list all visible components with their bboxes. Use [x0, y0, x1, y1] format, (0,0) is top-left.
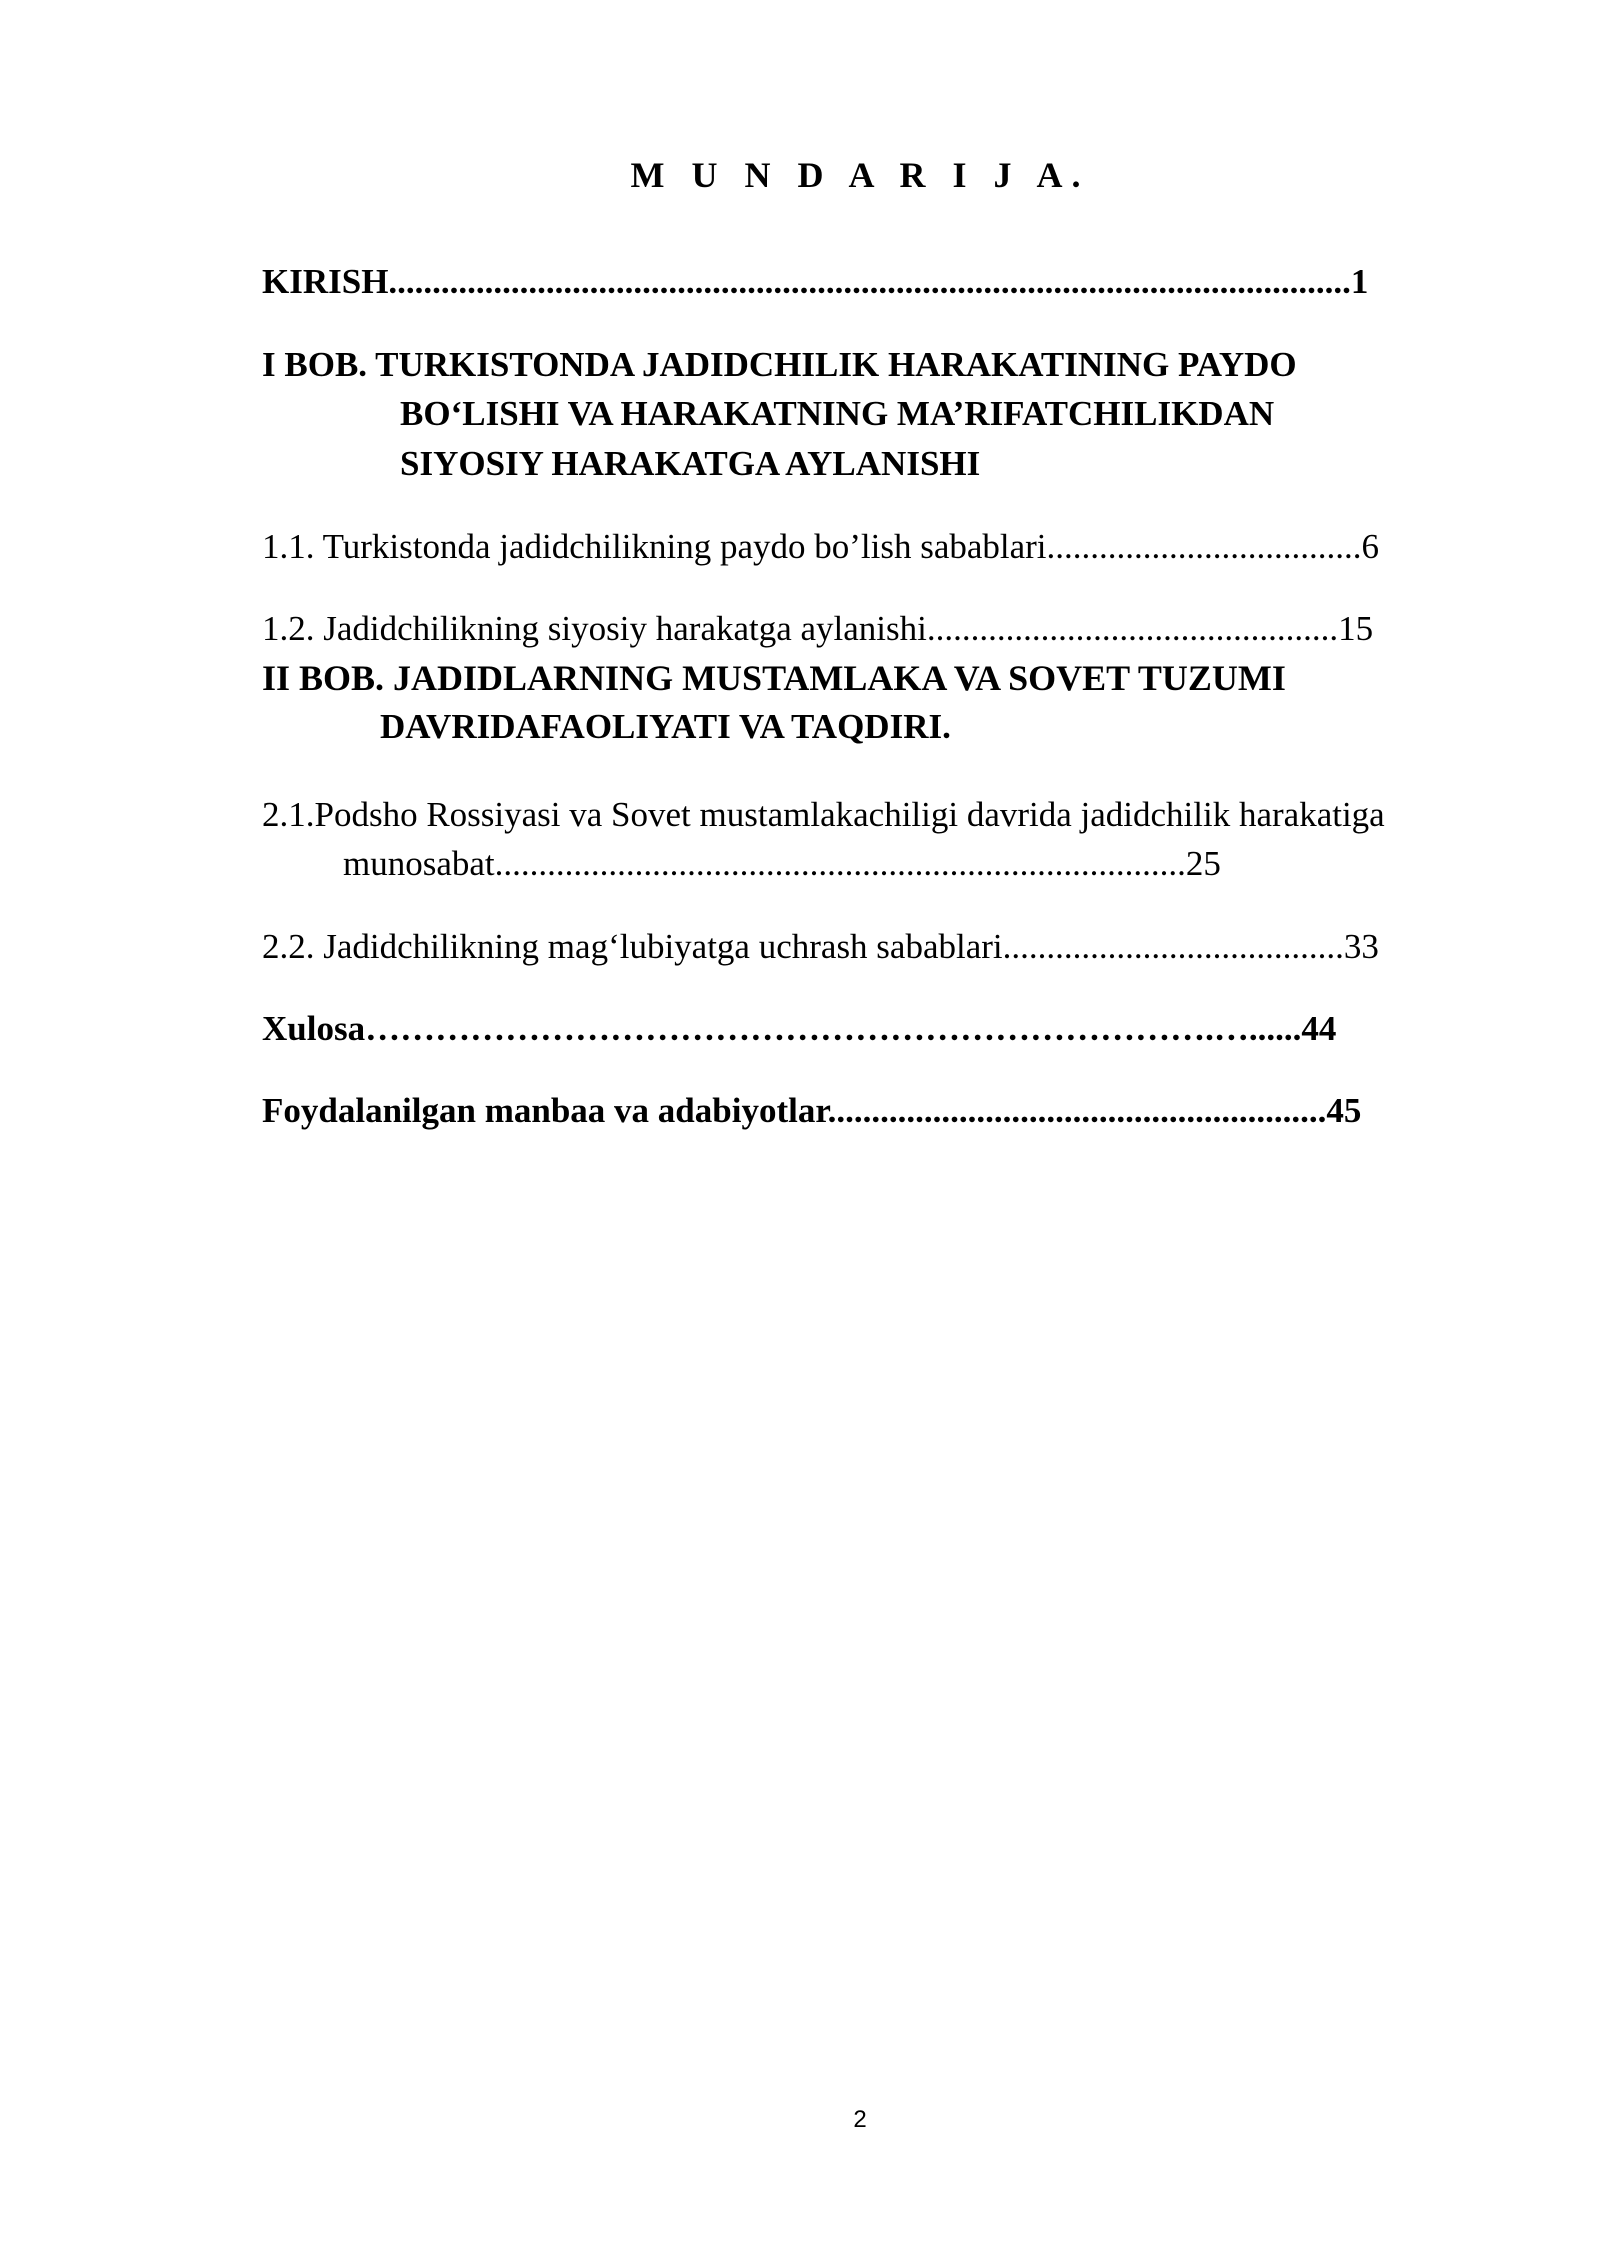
toc-section-1-2: 1.2. Jadidchilikning siyosiy harakatga aylanishi...............................................15 — [262, 609, 1374, 648]
toc-entry-xulosa: Xulosa……………………………………………………………….…......44 — [262, 1009, 1337, 1048]
toc-chapter-1-line-2: BO‘LISHI VA HARAKATNING MA’RIFATCHILIKDAN — [400, 394, 1275, 433]
page-title: M U N D A R I J A. — [630, 155, 1090, 195]
toc-chapter-1-line-1: I BOB. TURKISTONDA JADIDCHILIK HARAKATINING PAYDO — [262, 345, 1297, 384]
toc-chapter-2-line-2: DAVRIDAFAOLIYATI VA TAQDIRI. — [380, 707, 951, 746]
toc-chapter-2-line-1: II BOB. JADIDLARNING MUSTAMLAKA VA SOVET TUZUMI — [262, 658, 1286, 698]
toc-chapter-1-line-3: SIYOSIY HARAKATGA AYLANISHI — [400, 444, 981, 483]
toc-section-1-1: 1.1. Turkistonda jadidchilikning paydo bo’lish sabablari....................................6 — [262, 527, 1380, 566]
toc-entry-sources: Foydalanilgan manbaa va adabiyotlar.........................................................45 — [262, 1091, 1362, 1130]
toc-section-2-1-line-1: 2.1.Podsho Rossiyasi va Sovet mustamlakachiligi davrida jadidchilik harakatiga — [262, 795, 1385, 834]
toc-section-2-1-line-2: munosabat...............................................................................25 — [343, 844, 1221, 883]
page-number: 2 — [853, 2106, 867, 2133]
toc-section-2-2: 2.2. Jadidchilikning mag‘lubiyatga uchrash sabablari.......................................33 — [262, 927, 1379, 966]
toc-entry-kirish: KIRISH..............................................................................................................1 — [262, 262, 1369, 301]
